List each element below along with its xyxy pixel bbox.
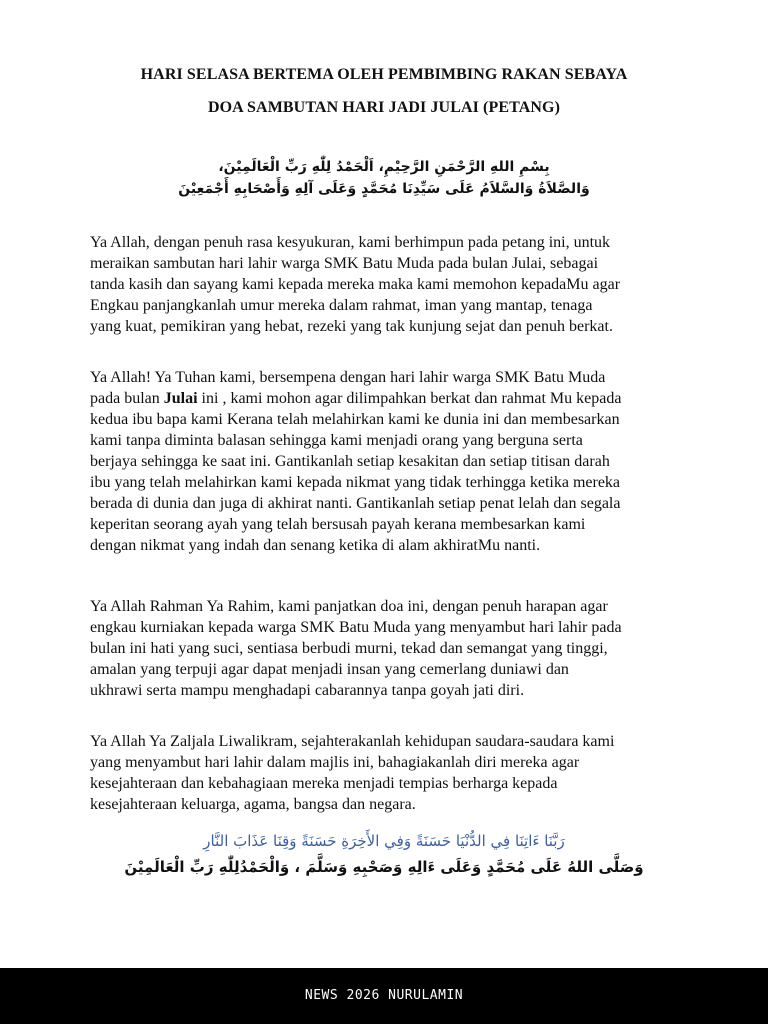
paragraph-1-line: tanda kasih dan sayang kami kepada mereka maka kami memohon kepadaMu agar	[90, 276, 621, 293]
footer-text: NEWS 2026 NURULAMIN	[304, 988, 464, 1003]
paragraph-2-line: kami tanpa diminta balasan sehingga kami menjadi orang yang berguna serta	[90, 432, 583, 449]
paragraph-1-line: Ya Allah, dengan penuh rasa kesyukuran, kami berhimpun pada petang ini, untuk	[90, 234, 611, 251]
arabic-opening-line-1: بِسْمِ اللهِ الرَّحْمَنِ الرَّحِيْمِ، اَلْحَمْدُ لِلّٰهِ رَبِّ الْعَالَمِيْنَ،	[218, 159, 550, 175]
paragraph-2-line: berjaya sehingga ke saat ini. Gantikanlah setiap kesakitan dan setiap titisan darah	[90, 453, 610, 470]
paragraph-1-line: Engkau panjangkanlah umur mereka dalam rahmat, iman yang mantap, tenaga	[90, 297, 593, 314]
paragraph-4-line: Ya Allah Ya Zaljala Liwalikram, sejahterakanlah kehidupan saudara-saudara kami	[90, 733, 615, 750]
footer-banner	[0, 968, 768, 1024]
paragraph-2-line: dengan nikmat yang indah dan senang ketika di alam akhiratMu nanti.	[90, 537, 541, 554]
arabic-closing-line-1: رَبَّنَا ءَاتِنَا فِي الدُّنْيَا حَسَنَةً وَفِي الأَخِرَةِ حَسَنَةً وَقِنَا عَذَابَ النَّارِ	[203, 832, 565, 850]
paragraph-4-line: yang menyambut hari lahir dalam majlis ini, bahagiakanlah diri mereka agar	[90, 754, 580, 771]
document-subheading: DOA SAMBUTAN HARI JADI JULAI (PETANG)	[207, 99, 560, 116]
paragraph-3	[90, 596, 690, 701]
paragraph-3-line: engkau kurniakan kepada warga SMK Batu Muda yang menyambut hari lahir pada	[90, 619, 622, 636]
paragraph-2-line: Ya Allah! Ya Tuhan kami, bersempena dengan hari lahir warga SMK Batu Muda	[90, 369, 606, 386]
bold-month: Julai	[163, 390, 198, 407]
paragraph-2-line: keperitan seorang ayah yang telah bersusah payah kerana membesarkan kami	[90, 516, 586, 533]
arabic-opening	[120, 156, 648, 200]
paragraph-3-line: Ya Allah Rahman Ya Rahim, kami panjatkan doa ini, dengan penuh harapan agar	[90, 598, 608, 615]
document-heading: HARI SELASA BERTEMA OLEH PEMBIMBING RAKAN SEBAYA	[140, 66, 628, 83]
paragraph-1-line: meraikan sambutan hari lahir warga SMK Batu Muda pada bulan Julai, sebagai	[90, 255, 599, 272]
paragraph-2-line: ibu yang telah melahirkan kami kepada nikmat yang tidak terhingga ketika mereka	[90, 474, 621, 491]
paragraph-4-line: kesejahteraan keluarga, agama, bangsa dan negara.	[90, 796, 416, 813]
paragraph-3-line: amalan yang terpuji agar dapat menjadi insan yang cemerlang duniawi dan	[90, 661, 569, 678]
paragraph-1-line: yang kuat, pemikiran yang hebat, rezeki yang tak kunjung sejat dan penuh berkat.	[90, 318, 613, 335]
paragraph-2-text: ini , kami mohon agar dilimpahkan berkat dan rahmat Mu kepada	[197, 390, 622, 407]
paragraph-4	[90, 731, 690, 815]
paragraph-2	[90, 367, 690, 556]
paragraph-2-text: pada bulan	[90, 390, 164, 407]
paragraph-4-line: kesejahteraan dan kebahagiaan mereka menjadi tempias berharga kepada	[90, 775, 558, 792]
paragraph-3-line: ukhrawi serta mampu menghadapi cabarannya tanpa goyah jati diri.	[90, 682, 525, 699]
paragraph-2-line	[90, 388, 690, 409]
paragraph-2-line: kedua ibu bapa kami Kerana telah melahirkan kami ke dunia ini dan membesarkan	[90, 411, 620, 428]
arabic-closing-line-2: وَصَلَّى اللهُ عَلَى مُحَمَّدٍ وَعَلَى ءَالِهِ وَصَحْبِهِ وَسَلَّمَ ، وَالْحَمْدُلِلّٰهِ رَبِّ الْعَالَمِيْنَ	[124, 858, 644, 876]
arabic-opening-line-2: وَالصَّلاَةُ وَالسَّلاَمُ عَلَى سَيِّدِنَا مُحَمَّدٍ وَعَلَى آلِهِ وَأَصْحَابِهِ أَجْمَعِيْنَ	[178, 181, 590, 197]
paragraph-3-line: bulan ini hati yang suci, sentiasa berbudi murni, tekad dan semangat yang tinggi,	[90, 640, 608, 657]
paragraph-2-line: berada di dunia dan juga di akhirat nanti. Gantikanlah setiap penat lelah dan segala	[90, 495, 621, 512]
paragraph-1	[90, 232, 690, 337]
